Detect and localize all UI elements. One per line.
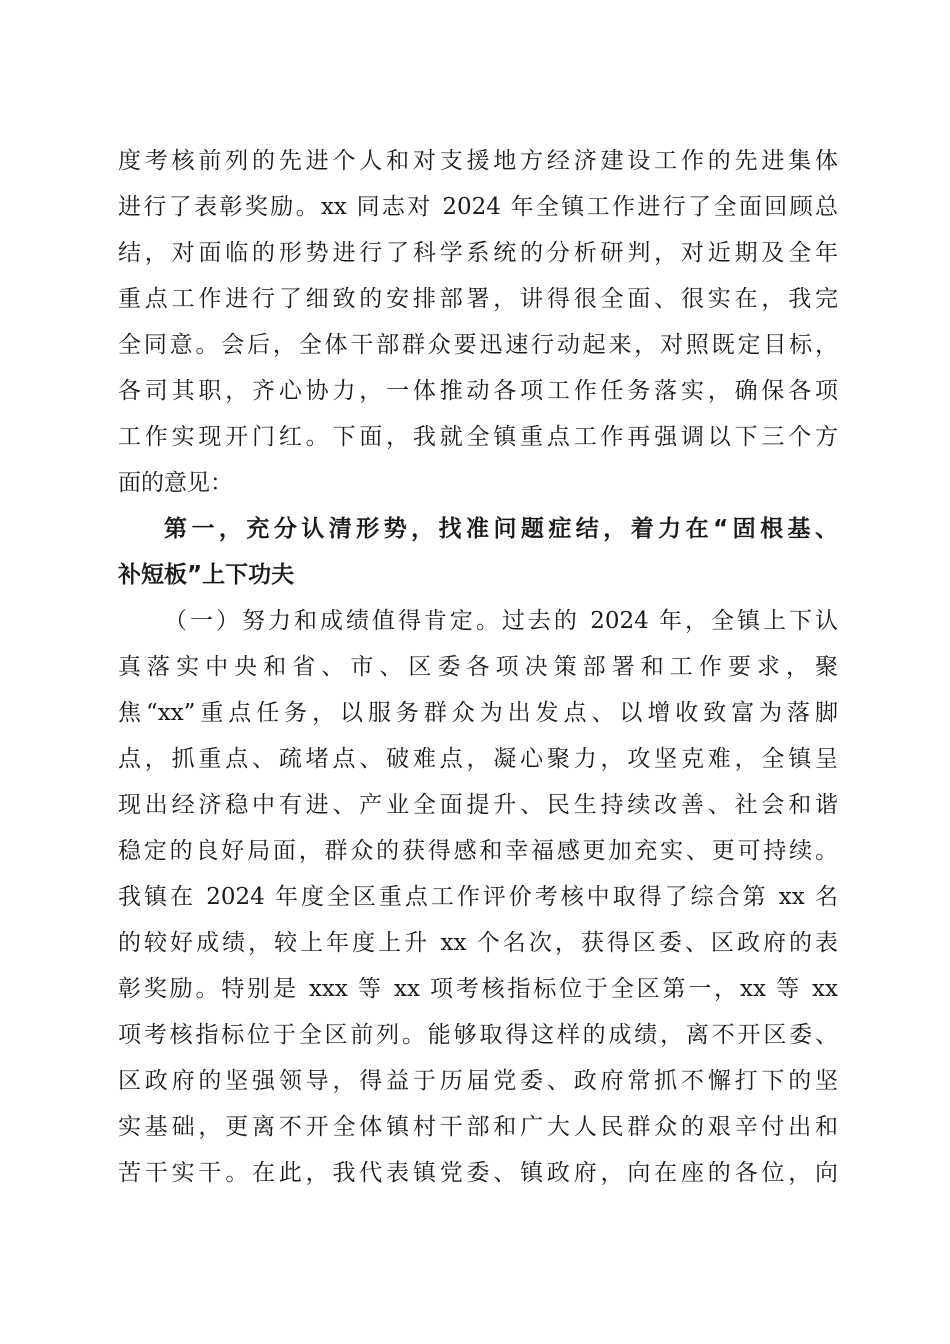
text-line: 项考核指标位于全区前列。能够取得这样的成绩，离不开区委、 bbox=[118, 1022, 838, 1048]
text-line: 面的意见： bbox=[118, 470, 233, 496]
text-line: 稳定的良好局面，群众的获得感和幸福感更加充实、更可持续。 bbox=[118, 838, 838, 864]
text-line: 点，抓重点、疏堵点、破难点，凝心聚力，攻坚克难，全镇呈 bbox=[118, 746, 838, 772]
text-line: 工作实现开门红。下面，我就全镇重点工作再强调以下三个方 bbox=[118, 424, 838, 450]
text-line: 彰奖励。特别是 xxx 等 xx 项考核指标位于全区第一，xx 等 xx bbox=[118, 976, 838, 1002]
text-line: 我镇在 2024 年度全区重点工作评价考核中取得了综合第 xx 名 bbox=[118, 884, 838, 910]
text-line: 实基础，更离不开全体镇村干部和广大人民群众的艰辛付出和 bbox=[118, 1114, 838, 1140]
text-line: 全同意。会后，全体干部群众要迅速行动起来，对照既定目标， bbox=[118, 332, 838, 358]
text-line: 度考核前列的先进个人和对支援地方经济建设工作的先进集体 bbox=[118, 148, 838, 174]
text-line: （一）努力和成绩值得肯定。过去的 2024 年，全镇上下认 bbox=[164, 608, 838, 634]
text-line: 重点工作进行了细致的安排部署，讲得很全面、很实在，我完 bbox=[118, 286, 838, 312]
text-line: 区政府的坚强领导，得益于历届党委、政府常抓不懈打下的坚 bbox=[118, 1068, 838, 1094]
text-line: 各司其职，齐心协力，一体推动各项工作任务落实，确保各项 bbox=[118, 378, 838, 404]
text-line: 焦“xx”重点任务，以服务群众为出发点、以增收致富为落脚 bbox=[118, 700, 838, 726]
section-heading: 第一，充分认清形势，找准问题症结，着力在“固根基、 bbox=[164, 516, 838, 542]
text-line: 现出经济稳中有进、产业全面提升、民生持续改善、社会和谐 bbox=[118, 792, 838, 818]
text-line: 结，对面临的形势进行了科学系统的分析研判，对近期及全年 bbox=[118, 240, 838, 266]
section-heading: 补短板”上下功夫 bbox=[118, 562, 295, 588]
text-line: 真落实中央和省、市、区委各项决策部署和工作要求，聚 bbox=[118, 654, 838, 680]
text-line: 苦干实干。在此，我代表镇党委、镇政府，向在座的各位，向 bbox=[118, 1160, 838, 1186]
text-line: 进行了表彰奖励。xx 同志对 2024 年全镇工作进行了全面回顾总 bbox=[118, 194, 838, 220]
text-line: 的较好成绩，较上年度上升 xx 个名次，获得区委、区政府的表 bbox=[118, 930, 838, 956]
